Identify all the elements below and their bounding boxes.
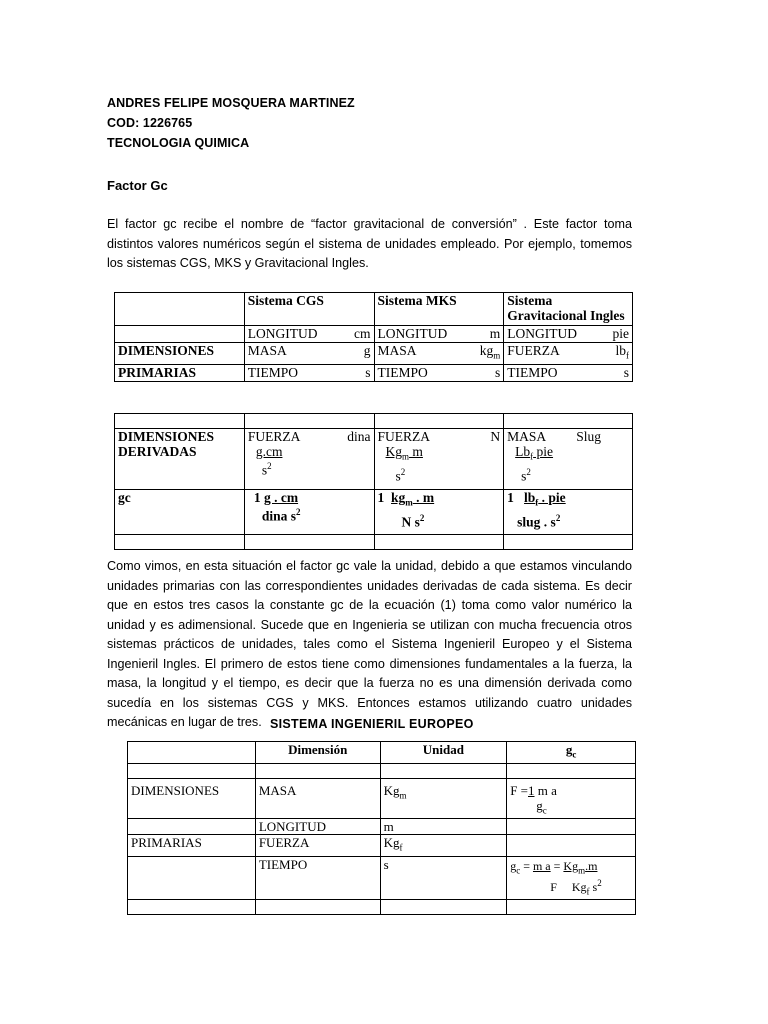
table-row bbox=[128, 899, 636, 914]
gc-mks: 1 $kg_m$ . m N $s^2$ bbox=[374, 490, 504, 535]
cgs-fuerza-derived: FUERZA dina g.cm $s^2$ bbox=[244, 429, 374, 490]
row-label-primarias: PRIMARIAS bbox=[115, 364, 245, 381]
european-system-table bbox=[127, 741, 636, 915]
mks-fuerza-derived: FUERZA N $Kg_m$ m $s^2$ bbox=[374, 429, 504, 490]
table-row bbox=[128, 778, 636, 819]
table-row bbox=[115, 326, 633, 343]
dim-masa: MASA bbox=[255, 778, 380, 819]
intro-paragraph: El factor gc recibe el nombre de “factor gravitacional de conversión” . Este factor toma distintos valores numéricos según el sistema de unidades empleado. Por ejemplo, tomemos los sistemas CGS, MKS y Gravitacional Ingles. bbox=[107, 217, 632, 270]
row-label-dimensiones: DIMENSIONES bbox=[128, 778, 256, 819]
mks-longitud: LONGITUD m bbox=[374, 326, 504, 343]
table-row bbox=[115, 293, 633, 326]
gc-cgs: 1 g . cm dina $s^2$ bbox=[244, 490, 374, 535]
header-ingles-line1: Sistema bbox=[507, 293, 553, 308]
header-ingles-line2: Gravitacional Ingles bbox=[507, 308, 625, 323]
page-title: Factor Gc bbox=[107, 178, 168, 193]
gc-formula-force: F =1 m a $g_c$ bbox=[507, 778, 636, 819]
table-row bbox=[128, 742, 636, 764]
author-name: ANDRES FELIPE MOSQUERA MARTINEZ bbox=[107, 96, 355, 110]
table-row bbox=[115, 414, 633, 429]
table-row bbox=[128, 856, 636, 899]
table-row bbox=[115, 429, 633, 490]
mks-tiempo: TIEMPO s bbox=[374, 364, 504, 381]
section-title: SISTEMA INGENIERIL EUROPEO bbox=[270, 717, 474, 731]
header-ingles bbox=[504, 293, 633, 326]
table-row bbox=[128, 819, 636, 835]
row-label-primarias: PRIMARIAS bbox=[128, 835, 256, 857]
gc-formula: $g_c = m$ $a = Kg_m.m$ F $Kg_f$ $s^2$ bbox=[507, 856, 636, 899]
header-gc: $g_c$ bbox=[507, 742, 636, 764]
unit-longitud: m bbox=[380, 819, 507, 835]
table-row bbox=[128, 763, 636, 778]
unit-masa: $Kg_m$ bbox=[380, 778, 507, 819]
primary-dimensions-table bbox=[114, 292, 633, 382]
mks-masa: MASA $kg_m$ bbox=[374, 343, 504, 365]
ing-masa-derived: MASA Slug $Lb_f$ pie $s^2$ bbox=[504, 429, 633, 490]
cgs-longitud: LONGITUD cm bbox=[244, 326, 374, 343]
header-dimension: Dimensión bbox=[255, 742, 380, 764]
dim-fuerza: FUERZA bbox=[255, 835, 380, 857]
explanation-paragraph: Como vimos, en esta situación el factor gc vale la unidad, debido a que estamos vinculando unidades primarias con las correspondientes unidades derivadas de cada sistema. Es decir que en estos tres casos la constante gc de la ecuación (1) toma como valor numérico la unidad y es adimensional. Sucede que en Ingenieria se utilizan con mucha frecuencia otros sistemas prácticos de unidades, tales como el Sistema Ingenieril Europeo y el Sistema Ingenieril Ingles. El primero de estos tiene como dimensiones fundamentales a la fuerza, la masa, la longitud y el tiempo, es decir que la fuerza no es una dimensión derivada como sucedía en los sistemas CGS y MKS. Entonces estamos utilizando cuatro unidades mecánicas en lugar de tres. bbox=[107, 559, 632, 729]
row-label-derivadas: DIMENSIONES DERIVADAS bbox=[115, 429, 245, 490]
header-unidad: Unidad bbox=[380, 742, 507, 764]
unit-tiempo: s bbox=[380, 856, 507, 899]
ing-fuerza: FUERZA $lb_f$ bbox=[504, 343, 633, 365]
ing-longitud: LONGITUD pie bbox=[504, 326, 633, 343]
derived-dimensions-table bbox=[114, 413, 633, 550]
row-label-gc: gc bbox=[115, 490, 245, 535]
program-name: TECNOLOGIA QUIMICA bbox=[107, 136, 250, 150]
table-row bbox=[115, 535, 633, 550]
student-code: COD: 1226765 bbox=[107, 116, 193, 130]
author-header bbox=[107, 93, 355, 153]
gc-ingles: 1 $lb_f$ . pie slug . $s^2$ bbox=[504, 490, 633, 535]
header-mks: Sistema MKS bbox=[374, 293, 504, 326]
ing-tiempo: TIEMPO s bbox=[504, 364, 633, 381]
dim-tiempo: TIEMPO bbox=[255, 856, 380, 899]
table-row bbox=[115, 490, 633, 535]
table-row bbox=[128, 835, 636, 857]
table-row bbox=[115, 343, 633, 365]
table-row bbox=[115, 364, 633, 381]
header-cgs: Sistema CGS bbox=[244, 293, 374, 326]
unit-fuerza: $Kg_f$ bbox=[380, 835, 507, 857]
cgs-masa: MASA g bbox=[244, 343, 374, 365]
dim-longitud: LONGITUD bbox=[255, 819, 380, 835]
row-label-dimensiones: DIMENSIONES bbox=[115, 343, 245, 365]
cgs-tiempo: TIEMPO s bbox=[244, 364, 374, 381]
